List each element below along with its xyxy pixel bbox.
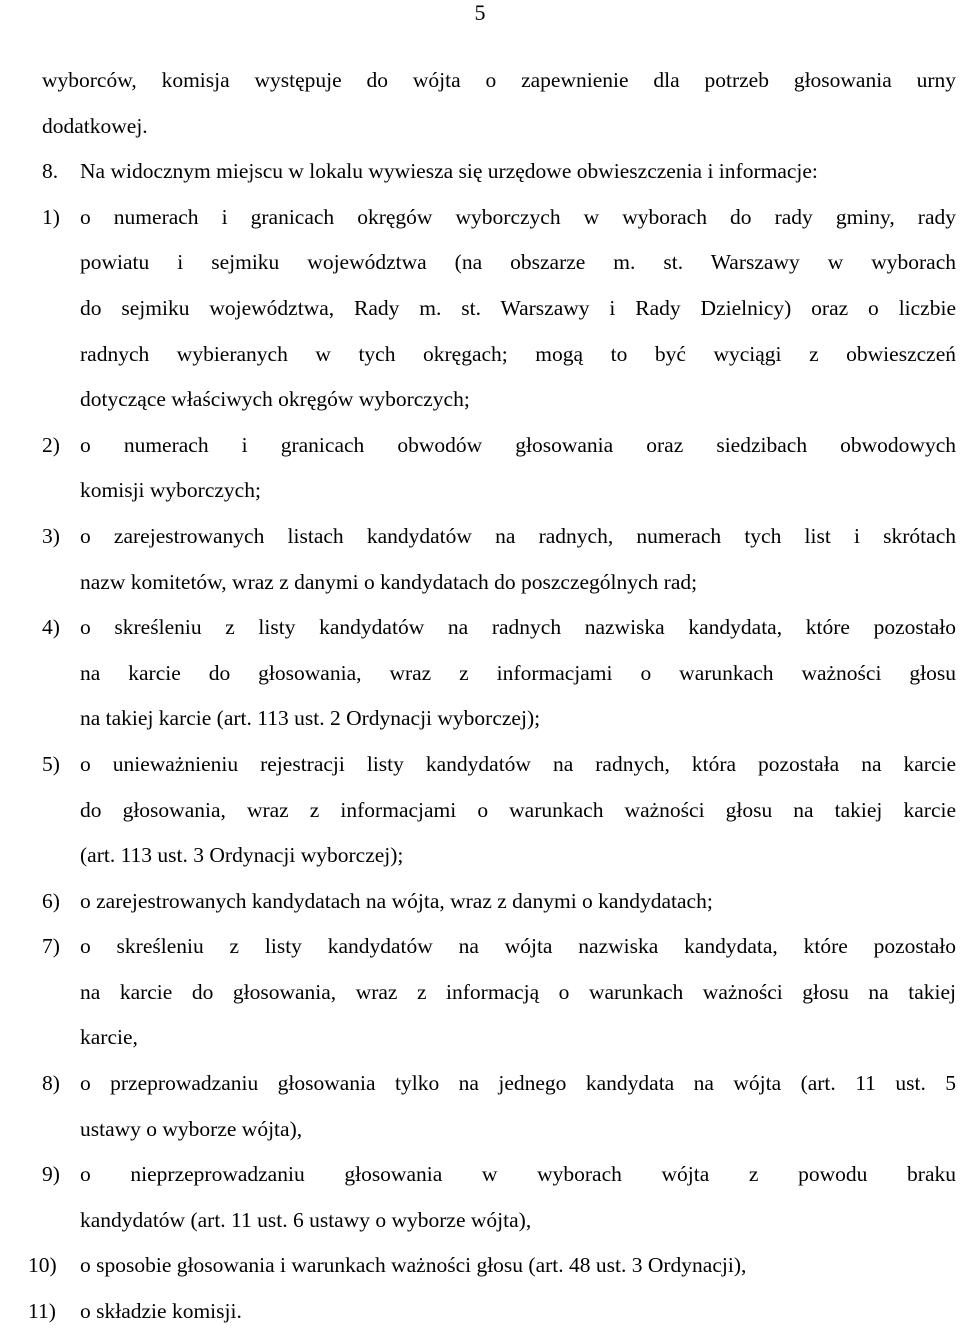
- list-item-line: ustawy o wyborze wójta),: [80, 1116, 303, 1141]
- list-item-line: karcie,: [80, 1025, 138, 1050]
- list-item: [42, 1152, 956, 1243]
- list-item: [42, 924, 956, 1061]
- point-number: 8.: [42, 159, 59, 184]
- list-item-number: 1): [42, 204, 60, 229]
- list-item-line: o skreśleniu z listy kandydatów na radnych nazwiska kandydata, które pozostało: [80, 615, 956, 640]
- list-item: [28, 1243, 956, 1289]
- list-item-line: komisji wyborczych;: [80, 478, 261, 503]
- list-item-line: o unieważnieniu rejestracji listy kandydatów na radnych, która pozostała na karcie: [80, 751, 956, 776]
- list-item-line: o numerach i granicach obwodów głosowania oraz siedzibach obwodowych: [80, 432, 956, 457]
- list-item-number: 2): [42, 432, 60, 457]
- list-item-line: powiatu i sejmiku województwa (na obszarze m. st. Warszawy w wyborach: [80, 250, 956, 275]
- list-item-number: 3): [42, 523, 60, 548]
- list-item-line: kandydatów (art. 11 ust. 6 ustawy o wyborze wójta),: [80, 1207, 532, 1232]
- list-item-line: radnych wybieranych w tych okręgach; mogą to być wyciągi z obwieszczeń: [80, 341, 956, 366]
- list-item-line: na takiej karcie (art. 113 ust. 2 Ordynacji wyborczej);: [80, 706, 541, 731]
- list-item-line: (art. 113 ust. 3 Ordynacji wyborczej);: [80, 843, 404, 868]
- list-item-number: 7): [42, 934, 60, 959]
- list-item-line: nazw komitetów, wraz z danymi o kandydatach do poszczególnych rad;: [80, 569, 698, 594]
- list-item-line: o numerach i granicach okręgów wyborczych w wyborach do rady gminy, rady: [80, 204, 956, 229]
- list-item-number: 11): [28, 1299, 56, 1324]
- list-item-line: o składzie komisji.: [80, 1299, 242, 1324]
- point-text: Na widocznym miejscu w lokalu wywiesza się urzędowe obwieszczenia i informacje:: [80, 159, 818, 184]
- list-item: [42, 605, 956, 742]
- list-item-number: 6): [42, 888, 60, 913]
- list-item-line: na karcie do głosowania, wraz z informacją o warunkach ważności głosu na takiej: [80, 979, 956, 1004]
- list-item-line: o zarejestrowanych kandydatach na wójta, wraz z danymi o kandydatach;: [80, 888, 713, 913]
- list-item-line: do sejmiku województwa, Rady m. st. Warszawy i Rady Dzielnicy) oraz o liczbie: [80, 295, 956, 320]
- list-item-number: 10): [28, 1253, 57, 1278]
- section-point-8: [42, 149, 956, 195]
- paragraph-line: wyborców, komisja występuje do wójta o zapewnienie dla potrzeb głosowania urny: [42, 68, 956, 92]
- list-item: [42, 195, 956, 423]
- list-item: [42, 514, 956, 605]
- list-item-line: dotyczące właściwych okręgów wyborczych;: [80, 387, 470, 412]
- page-number: 5: [474, 0, 486, 25]
- list-item-line: o przeprowadzaniu głosowania tylko na jednego kandydata na wójta (art. 11 ust. 5: [80, 1071, 956, 1096]
- list-item: [42, 879, 956, 925]
- list-item-number: 9): [42, 1162, 60, 1187]
- list-item-line: do głosowania, wraz z informacjami o warunkach ważności głosu na takiej karcie: [80, 797, 956, 822]
- list-item-line: o nieprzeprowadzaniu głosowania w wyborach wójta z powodu braku: [80, 1162, 956, 1187]
- list-item-line: o sposobie głosowania i warunkach ważności głosu (art. 48 ust. 3 Ordynacji),: [80, 1253, 747, 1278]
- document-body: [28, 58, 956, 1335]
- list-item-line: o zarejestrowanych listach kandydatów na radnych, numerach tych list i skrótach: [80, 523, 956, 548]
- list-item-number: 8): [42, 1071, 60, 1096]
- list-item-number: 4): [42, 615, 60, 640]
- list-item: [42, 423, 956, 514]
- list-item-number: 5): [42, 751, 60, 776]
- paragraph-line: dodatkowej.: [42, 113, 148, 138]
- list-item: [42, 742, 956, 879]
- list-item-line: o skreśleniu z listy kandydatów na wójta nazwiska kandydata, które pozostało: [80, 934, 956, 959]
- list-item: [28, 1289, 956, 1335]
- list-item-line: na karcie do głosowania, wraz z informacjami o warunkach ważności głosu: [80, 660, 956, 685]
- list-item: [42, 1061, 956, 1152]
